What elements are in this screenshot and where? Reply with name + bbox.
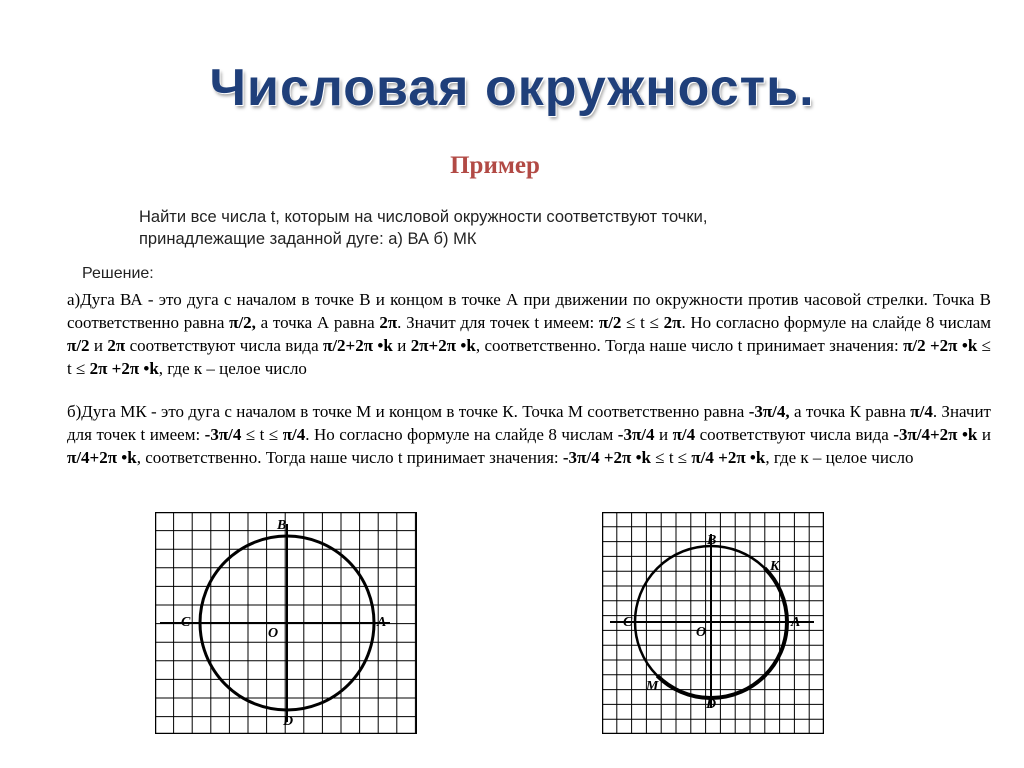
number-circle-figure-2	[602, 512, 824, 734]
formula: 2π	[663, 313, 682, 332]
point-label-c: C	[623, 615, 633, 630]
point-label-d: D	[283, 714, 294, 729]
formula: 2π +2π •k	[89, 359, 159, 378]
formula: π/2 +2π •k	[903, 336, 978, 355]
point-label-d: D	[706, 697, 717, 712]
formula: π/2	[598, 313, 622, 332]
example-heading: Пример	[450, 152, 540, 179]
text-run: а точка К равна	[789, 402, 911, 421]
formula: π/2+2π •k	[323, 336, 393, 355]
text-run: . Значит для точек t имеем:	[67, 402, 991, 444]
formula: π/4	[672, 425, 696, 444]
text-run: соответствуют числа вида	[695, 425, 894, 444]
formula: -3π/4	[204, 425, 242, 444]
solution-part-b	[67, 400, 991, 469]
solution-part-a	[67, 288, 991, 380]
point-label-o: O	[696, 625, 707, 640]
formula: π/4 +2π •k	[691, 448, 766, 467]
text-run: , где к – целое число	[765, 448, 914, 467]
text-run: . Но согласно формуле на слайде 8 числам	[305, 425, 618, 444]
formula: π/4+2π •k	[67, 448, 137, 467]
text-run: ≤ t ≤	[241, 425, 283, 444]
task-line-1: Найти все числа t, которым на числовой окружности соответствуют точки,	[139, 208, 708, 226]
text-run: , где к – целое число	[158, 359, 307, 378]
formula: -3π/4	[617, 425, 655, 444]
formula: -3π/4+2π •k	[893, 425, 978, 444]
text-run: и	[654, 425, 673, 444]
formula: 2π	[379, 313, 398, 332]
formula: π/4	[282, 425, 306, 444]
formula: π/4	[910, 402, 933, 421]
formula: -3π/4,	[748, 402, 790, 421]
text-run: и	[977, 425, 991, 444]
point-label-a: A	[791, 615, 801, 630]
text-run: , соответственно. Тогда наше число t принимает значения:	[136, 448, 563, 467]
page-title: Числовая окружность.	[209, 59, 815, 117]
point-label-c: C	[181, 615, 191, 630]
point-label-m: M	[646, 679, 659, 694]
text-run: ≤ t ≤	[621, 313, 664, 332]
text-run: . Но согласно формуле на слайде 8 числам	[681, 313, 991, 332]
text-run: и	[89, 336, 108, 355]
formula: π/2,	[229, 313, 256, 332]
text-run: а точка А равна	[255, 313, 380, 332]
task-text	[139, 206, 889, 250]
text-run: ≤ t ≤	[650, 448, 692, 467]
formula: π/2	[67, 336, 90, 355]
text-run: б)Дуга МК - это дуга с началом в точке М и концом в точке К. Точка М соответственно равна	[67, 402, 749, 421]
text-run: и	[392, 336, 411, 355]
formula: -3π/4 +2π •k	[562, 448, 651, 467]
text-run: , соответственно. Тогда наше число t принимает значения:	[475, 336, 904, 355]
text-run: соответствуют числа вида	[125, 336, 324, 355]
point-label-b: B	[277, 518, 287, 533]
point-label-a: A	[377, 615, 387, 630]
number-circle-figure-1	[155, 512, 417, 734]
task-line-2: принадлежащие заданной дуге: а) ВА б) МК	[139, 230, 477, 248]
text-run: а)Дуга ВА - это дуга с началом в точке В и концом в точке А при движении по окружности против часовой стрелки. Точка В соответственно равна	[67, 290, 991, 332]
point-label-o: O	[268, 626, 279, 641]
solution-label: Решение:	[82, 265, 154, 282]
text-run: . Значит для точек t имеем:	[397, 313, 599, 332]
formula: 2π	[107, 336, 126, 355]
text-run: ≤ t ≤	[67, 336, 991, 378]
formula: 2π+2π •k	[410, 336, 476, 355]
point-label-b: B	[707, 533, 717, 548]
point-label-k: K	[770, 559, 780, 574]
